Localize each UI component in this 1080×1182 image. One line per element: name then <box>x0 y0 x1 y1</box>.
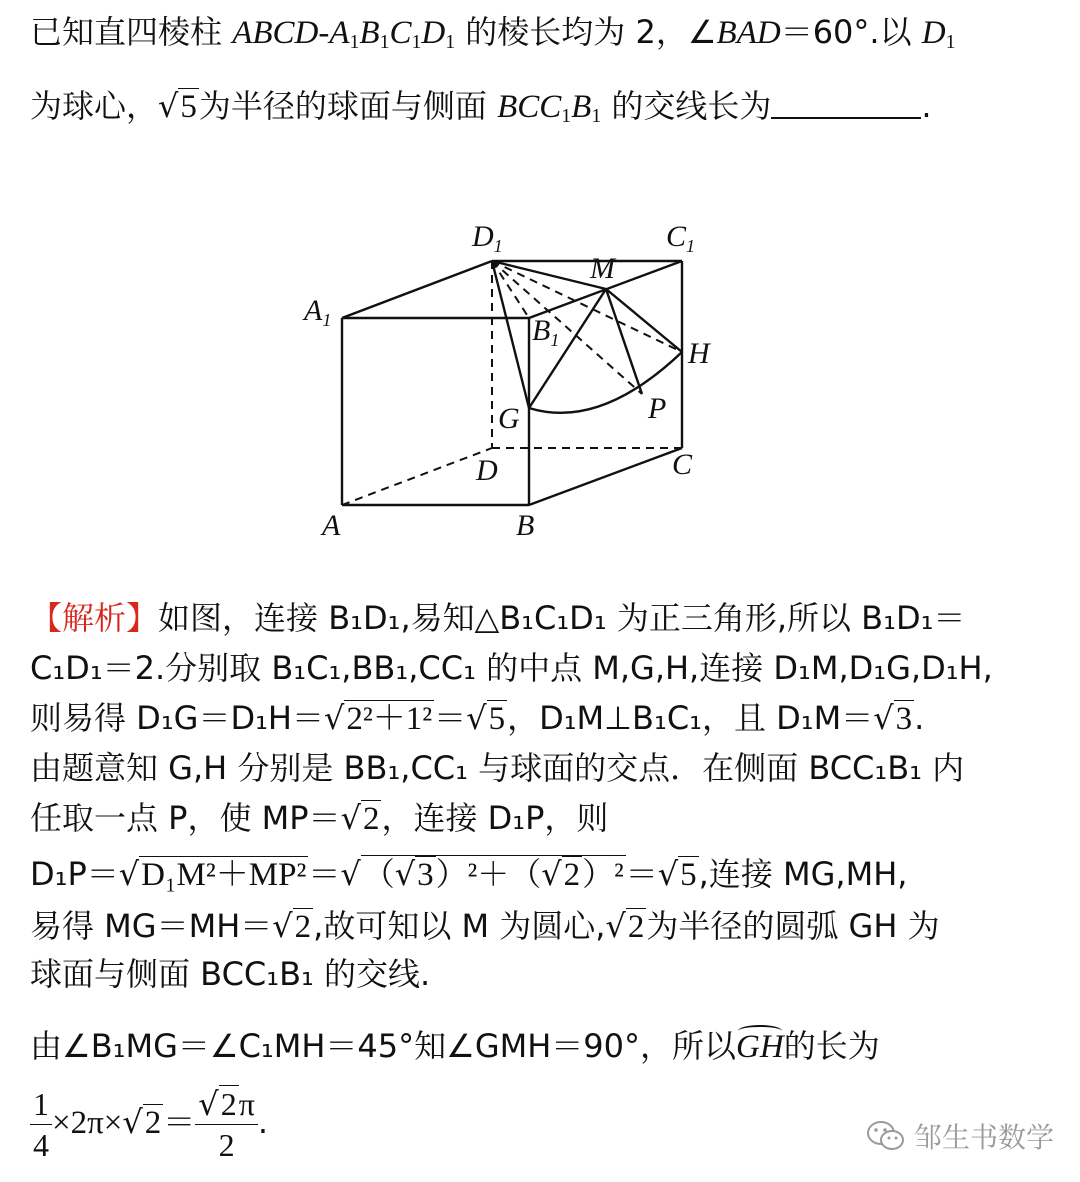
problem-text: . <box>921 87 932 125</box>
label-a: A <box>322 509 341 542</box>
solution-text: C₁D₁＝2.分别取 B₁C₁,BB₁,CC₁ 的中点 M,G,H,连接 D₁M,D₁G,D₁H, <box>30 649 993 687</box>
solution-line-9 <box>30 1026 880 1067</box>
watermark <box>866 1116 1054 1156</box>
solution-line-3 <box>30 698 924 739</box>
prism-name: ABCD-$A_1B_1C_1D_1$ <box>232 15 456 53</box>
solution-text: ，D₁M⊥B₁C₁，且 D₁M＝ <box>507 699 874 737</box>
solution-text: ，连接 D₁P，则 <box>381 799 609 837</box>
seg-d1p-hidden <box>492 261 642 394</box>
sqrt-3: √3 <box>873 699 913 737</box>
problem-text: 的交线长为 <box>601 87 772 125</box>
solution-text: 任取一点 P，使 MP＝ <box>30 799 341 837</box>
problem-line-2 <box>30 86 932 127</box>
arc-gh <box>529 352 682 413</box>
sqrt-5: √5 <box>466 699 506 737</box>
face-name: $BCC_1B_1$ <box>497 89 602 127</box>
solution-line-4 <box>30 748 964 788</box>
label-g: G <box>498 402 520 435</box>
label-c: C <box>672 448 693 481</box>
solution-line-8 <box>30 954 430 994</box>
solution-text: 由∠B₁MG＝∠C₁MH＝45°知∠GMH＝90°，所以 <box>30 1027 737 1065</box>
point-d1: $D_1$ <box>921 15 956 53</box>
watermark-text: 邹生书数学 <box>913 1121 1054 1154</box>
label-b: B <box>516 509 535 542</box>
solution-line-5 <box>30 798 608 839</box>
solution-text: ×2π× <box>52 1105 123 1141</box>
edge-b1c1 <box>529 261 682 318</box>
solution-text: ,故可知以 M 为圆心, <box>313 907 606 945</box>
label-m: M <box>590 252 615 285</box>
problem-text: ＝60°.以 <box>780 13 922 51</box>
solution-text: 易得 MG＝MH＝ <box>30 907 273 945</box>
solution-text: 为半径的圆弧 GH 为 <box>646 907 940 945</box>
angle-name: BAD <box>716 15 781 51</box>
seg-d1m <box>492 261 606 289</box>
solution-line-2 <box>30 648 993 688</box>
sqrt-5: √5 <box>158 87 197 125</box>
sqrt-d1m-mp: √D₁M²＋MP² <box>118 855 307 893</box>
solution-text: 的长为 <box>783 1027 880 1065</box>
solution-line-10 <box>30 1080 268 1165</box>
edge-bc <box>529 448 682 505</box>
seg-d1b1-hidden <box>492 261 529 318</box>
solution-line-6 <box>30 854 907 895</box>
solution-text: ＝ <box>434 699 467 737</box>
label-p: P <box>648 392 667 425</box>
problem-text: 已知直四棱柱 <box>30 13 233 51</box>
sqrt-2: √2 <box>122 1103 162 1141</box>
sqrt-5: √5 <box>657 855 697 893</box>
solution-text: ＝ <box>625 855 658 893</box>
solution-text: ＝ <box>308 855 341 893</box>
fraction-one-quarter: $\frac{1}{4}$ <box>30 1084 52 1165</box>
solution-text: 如图，连接 B₁D₁,易知△B₁C₁D₁ 为正三角形,所以 B₁D₁＝ <box>158 599 966 637</box>
problem-text: 为半径的球面与侧面 <box>198 87 498 125</box>
label-d: D <box>476 454 498 487</box>
wechat-icon <box>866 1119 906 1153</box>
label-b1: $B_1$ <box>532 314 560 350</box>
problem-line-1 <box>30 12 956 53</box>
sqrt-2: √2 <box>605 907 645 945</box>
label-h: H <box>688 337 710 370</box>
sqrt-big: √（√3）²＋（√2）² <box>340 855 624 893</box>
edge-ad-hidden <box>342 448 492 505</box>
sqrt-2: √2 <box>340 799 380 837</box>
solution-text: ,连接 MG,MH, <box>698 855 908 893</box>
seg-mg <box>529 289 606 408</box>
solution-text: ＝ <box>163 1103 196 1141</box>
seg-d1g <box>492 261 529 408</box>
label-a1: $A_1$ <box>304 294 332 330</box>
seg-d1h-hidden <box>492 261 682 352</box>
solution-text: 由题意知 G,H 分别是 BB₁,CC₁ 与球面的交点．在侧面 BCC₁B₁ 内 <box>30 749 965 787</box>
problem-text: 为球心， <box>30 87 159 125</box>
solution-line-1 <box>30 598 965 638</box>
solution-tag: 【解析】 <box>30 599 159 637</box>
solution-text: . <box>257 1103 269 1141</box>
sqrt-2: √2 <box>272 907 312 945</box>
label-c1: $C_1$ <box>666 220 696 256</box>
label-d1: $D_1$ <box>472 220 503 256</box>
edge-a1d1 <box>342 261 492 318</box>
arc-gh-notation: GH <box>736 1029 784 1065</box>
solution-text: D₁P＝ <box>30 855 119 893</box>
solution-text: 球面与侧面 BCC₁B₁ 的交线. <box>30 955 431 993</box>
seg-mh <box>606 289 682 352</box>
problem-text: 的棱长均为 2，∠ <box>455 13 717 51</box>
answer-blank[interactable] <box>771 87 921 119</box>
solution-line-7 <box>30 906 940 947</box>
fraction-root2-pi-over-2: $\frac{√2\pi}{2}$ <box>195 1084 258 1165</box>
solution-text: . <box>914 699 925 737</box>
sqrt-2sq-plus-1sq: √2²＋1² <box>323 699 433 737</box>
seg-mp <box>606 289 642 394</box>
solution-text: 则易得 D₁G＝D₁H＝ <box>30 699 324 737</box>
